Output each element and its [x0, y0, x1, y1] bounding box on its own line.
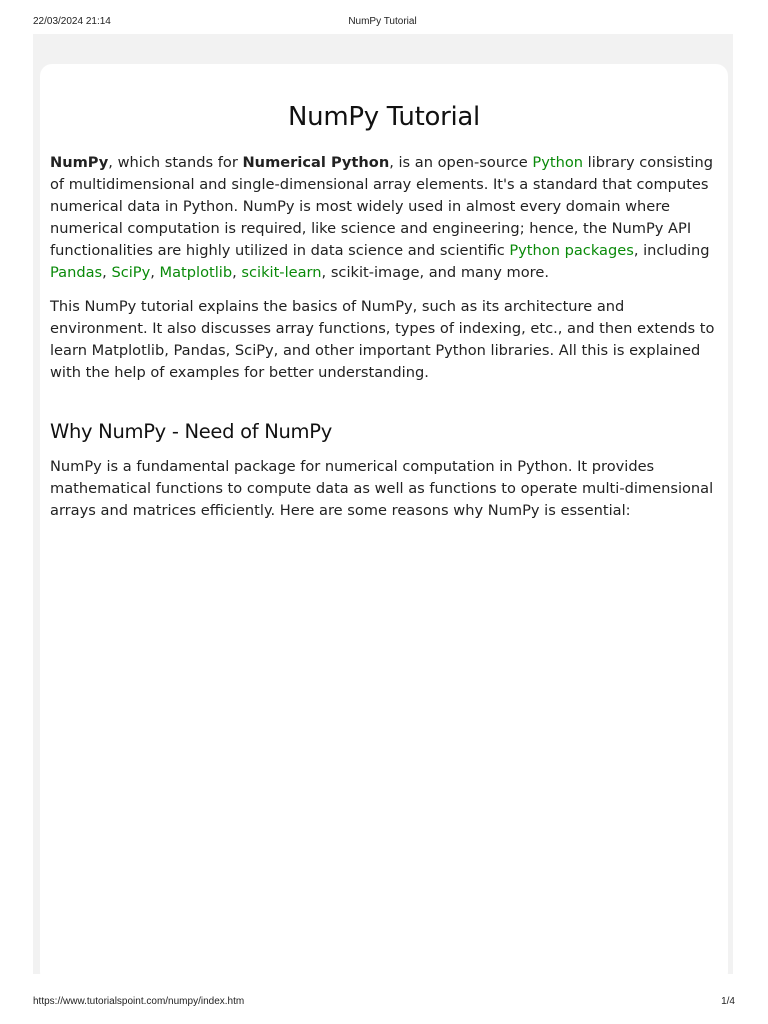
overview-paragraph: This NumPy tutorial explains the basics of NumPy, such as its architecture and environment. It also discusses array functions, types of indexing, etc., and then extends to learn Matplotlib, Pandas, SciPy, and other important Python libraries. All this is explained with the help of examples for better understanding.: [50, 298, 715, 381]
intro-text-5: , scikit-image, and many more.: [321, 264, 549, 281]
page-number: 1/4: [721, 996, 735, 1007]
intro-text-3: library consisting of multidimensional and single-dimensional array elements. It's a standard that computes numerical data in Python. NumPy is most widely used in almost every domain where numerical computation is required, like science and engineering; hence, the NumPy API functionalities are highly utilized in data science and scientific: [50, 154, 713, 259]
section-heading: Why NumPy - Need of NumPy: [50, 420, 332, 443]
python-packages-link[interactable]: Python packages: [509, 242, 634, 259]
numpy-term: NumPy: [50, 154, 109, 171]
print-url: https://www.tutorialspoint.com/numpy/index.htm: [33, 996, 245, 1007]
scipy-link[interactable]: SciPy: [111, 264, 151, 281]
matplotlib-link[interactable]: Matplotlib: [159, 264, 233, 281]
print-footer: [33, 996, 735, 1010]
intro-text-1: , which stands for: [108, 154, 243, 171]
page-title: NumPy Tutorial: [288, 102, 480, 132]
print-header: [33, 16, 732, 30]
python-link[interactable]: Python: [532, 154, 584, 171]
print-page-title: NumPy Tutorial: [348, 16, 417, 27]
intro-text-4: , including: [633, 242, 710, 259]
pandas-link[interactable]: Pandas: [50, 264, 103, 281]
separator: ,: [150, 264, 160, 281]
separator: ,: [102, 264, 112, 281]
intro-text-2: , is an open-source: [389, 154, 533, 171]
print-date: 22/03/2024 21:14: [33, 16, 111, 27]
separator: ,: [232, 264, 242, 281]
intro-paragraph: [50, 152, 718, 284]
scikit-learn-link[interactable]: scikit-learn: [241, 264, 322, 281]
article-card: [40, 64, 728, 984]
why-numpy-paragraph: NumPy is a fundamental package for numerical computation in Python. It provides mathematical functions to compute data as well as functions to operate multi-dimensional arrays and matrices efficiently. Here are some reasons why NumPy is essential:: [50, 458, 714, 519]
numerical-python-term: Numerical Python: [242, 154, 390, 171]
